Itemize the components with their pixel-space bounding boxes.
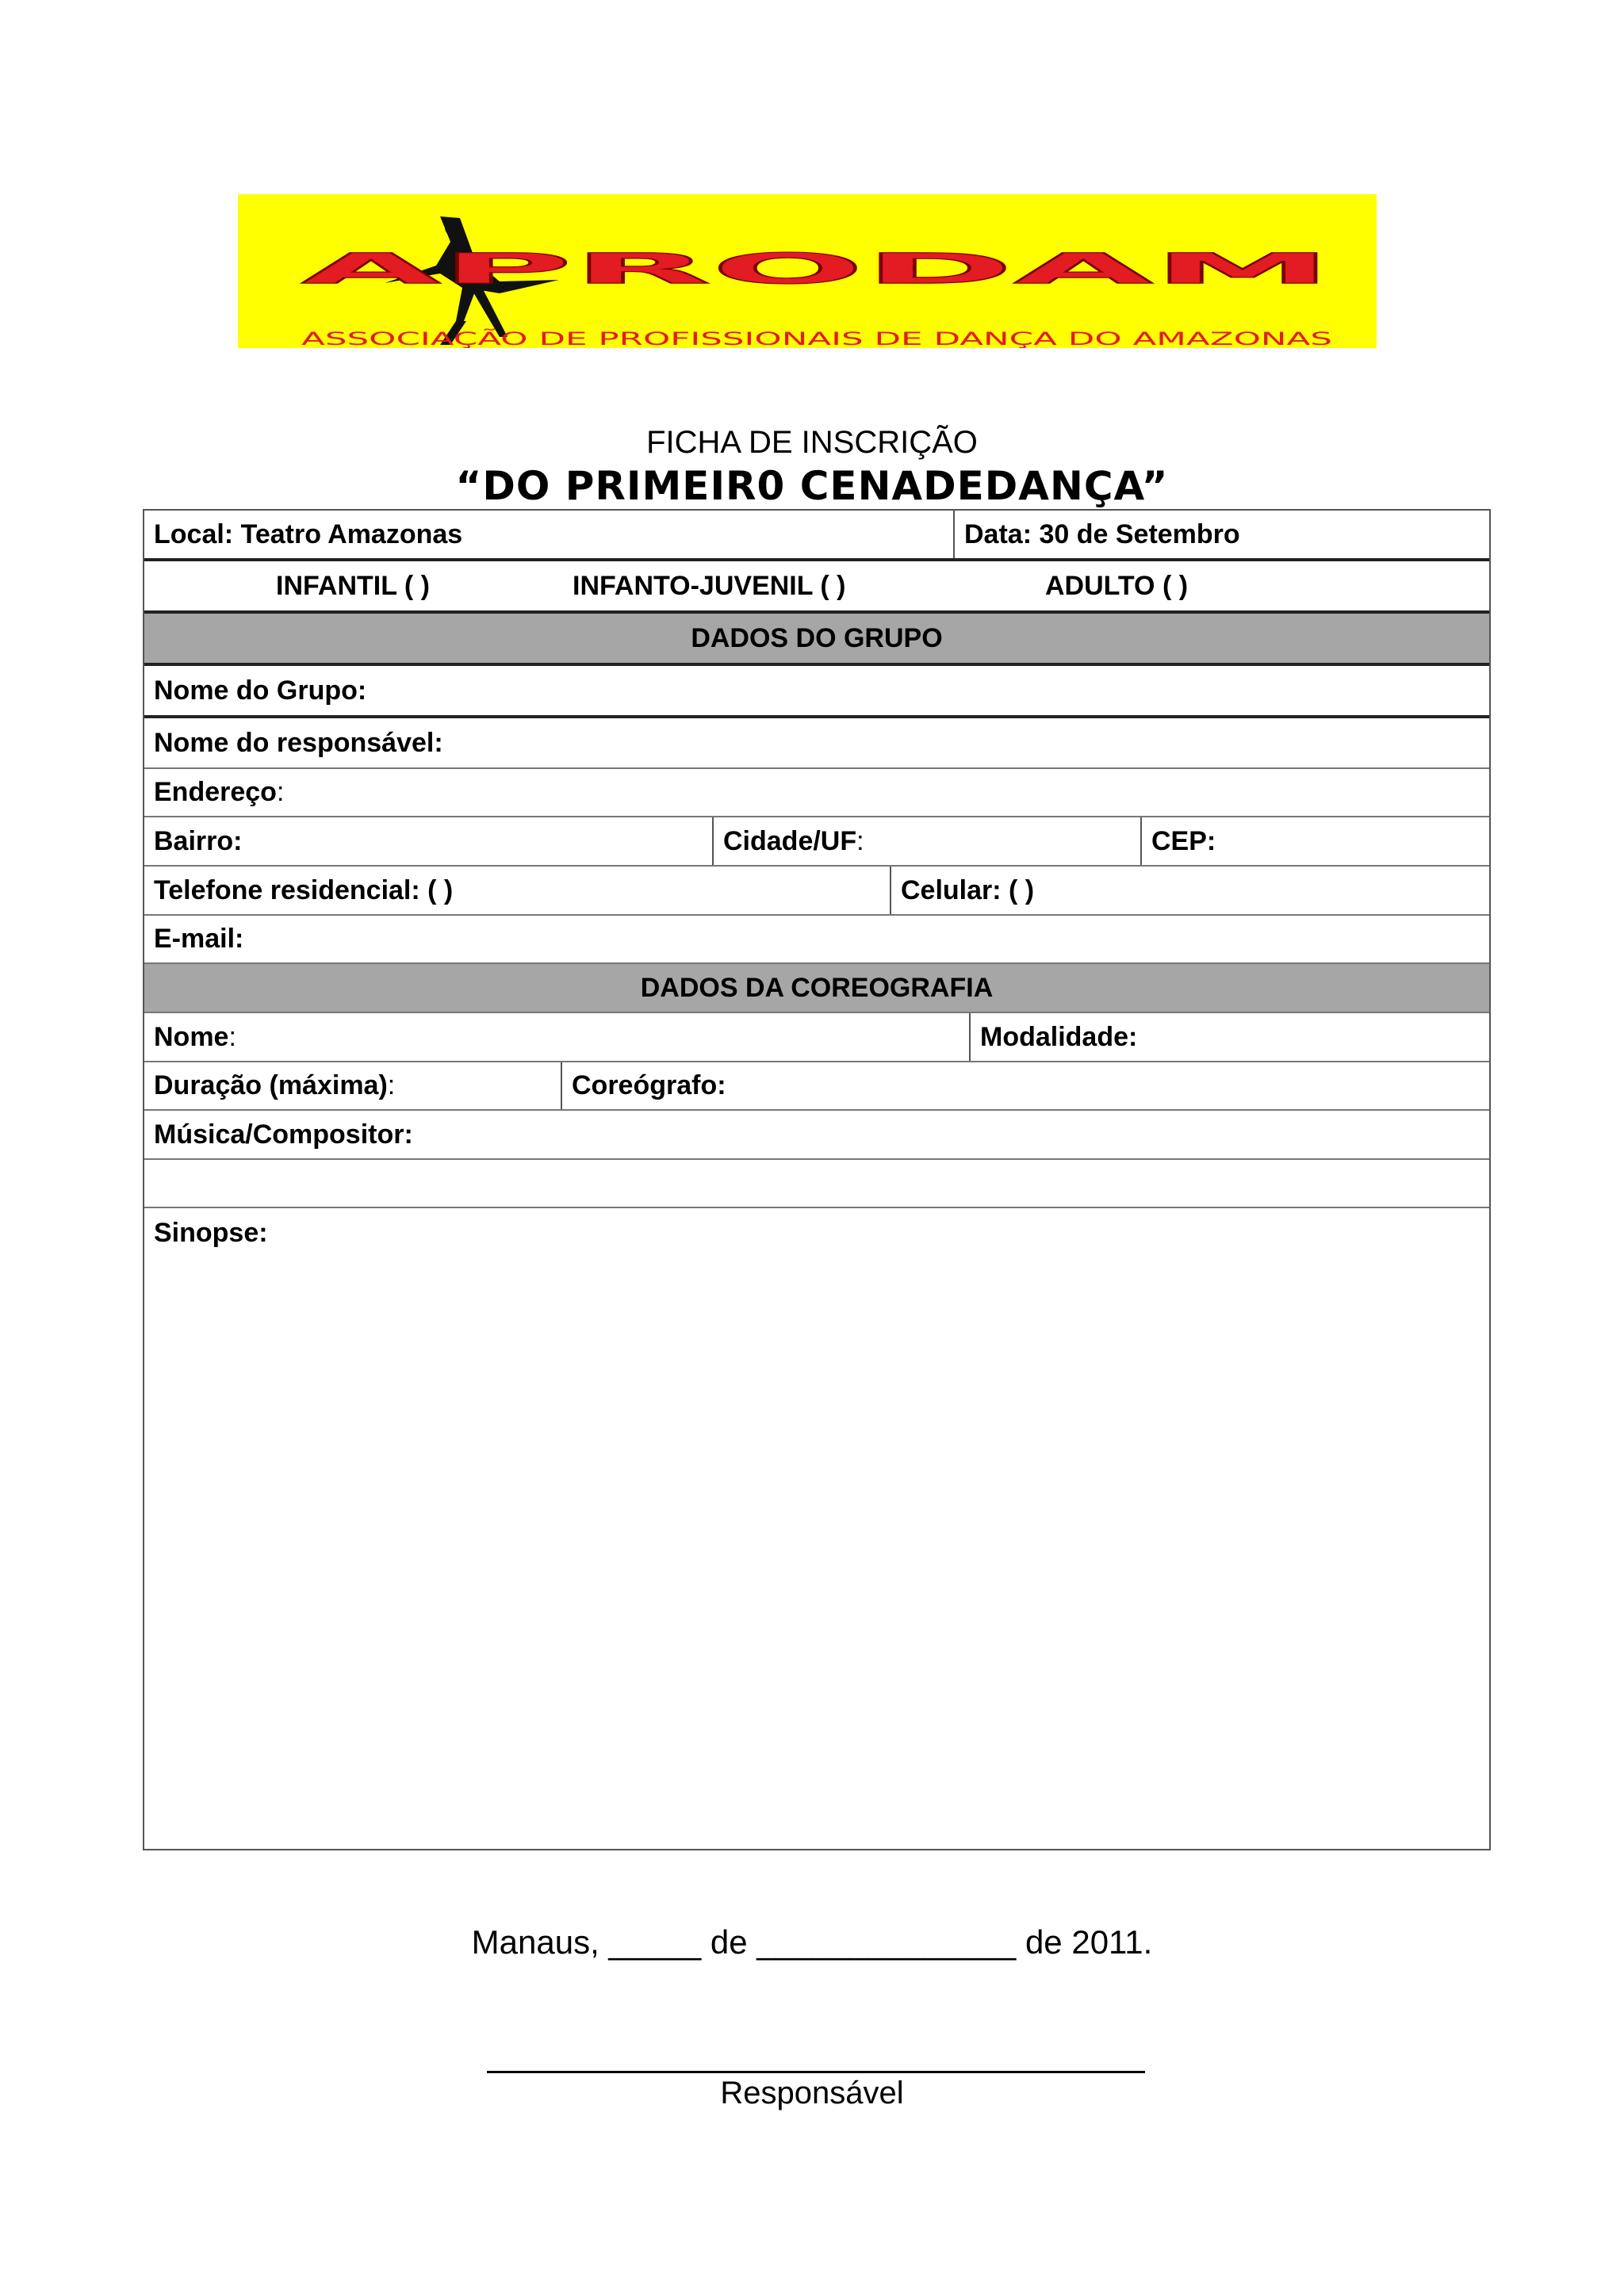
blank-row[interactable] bbox=[144, 1160, 1489, 1208]
local-label: Local: Teatro Amazonas bbox=[154, 519, 463, 549]
event-title: “DO PRIMEIR0 CENADEDANÇA” bbox=[455, 463, 1169, 509]
category-infantil[interactable]: INFANTIL ( ) bbox=[276, 570, 430, 601]
choreo-name-label: Nome bbox=[154, 1021, 229, 1052]
bairro-label: Bairro: bbox=[154, 825, 243, 856]
place-date-line: Manaus, _____ de ______________ de 2011. bbox=[471, 1923, 1153, 1961]
duration-colon: : bbox=[387, 1070, 396, 1100]
duration-row bbox=[144, 1062, 1489, 1111]
address-label: Endereço bbox=[154, 777, 277, 807]
category-row bbox=[144, 561, 1489, 614]
email-row bbox=[144, 916, 1489, 964]
synopsis-field[interactable] bbox=[144, 1208, 1489, 1849]
section-dados-coreografia bbox=[144, 964, 1489, 1013]
category-adulto[interactable]: ADULTO ( ) bbox=[1045, 570, 1189, 601]
duration-field[interactable] bbox=[144, 1062, 561, 1109]
signature-label: Responsável bbox=[720, 2076, 904, 2110]
phone-label: Telefone residencial: ( ) bbox=[154, 874, 454, 905]
mobile-field[interactable] bbox=[890, 867, 1492, 914]
cidade-uf-label: Cidade/UF bbox=[723, 825, 857, 856]
modality-field[interactable] bbox=[969, 1013, 1492, 1061]
group-name-label: Nome do Grupo: bbox=[154, 675, 367, 706]
aprodam-logo bbox=[238, 194, 1377, 348]
address-field[interactable] bbox=[144, 769, 1489, 816]
logo-graphic bbox=[238, 194, 1377, 348]
responsible-name-label: Nome do responsável: bbox=[154, 727, 443, 758]
logo-subtitle: ASSOCIAÇÃO DE PROFISSIONAIS DE DANÇA DO AMAZONAS bbox=[301, 330, 822, 348]
category-infanto-juvenil[interactable]: INFANTO-JUVENIL ( ) bbox=[573, 570, 846, 601]
group-name-row bbox=[144, 666, 1489, 718]
synopsis-label: Sinopse: bbox=[154, 1218, 268, 1248]
phone-field[interactable] bbox=[144, 867, 890, 914]
location-row bbox=[144, 817, 1489, 867]
registration-form bbox=[143, 509, 1491, 1850]
date-field[interactable] bbox=[953, 511, 1492, 558]
music-field[interactable] bbox=[144, 1111, 1489, 1158]
modality-label: Modalidade: bbox=[980, 1021, 1138, 1052]
group-name-field[interactable] bbox=[144, 666, 1489, 715]
signature-line[interactable] bbox=[487, 2071, 1145, 2073]
form-title: FICHA DE INSCRIÇÃO bbox=[646, 425, 978, 460]
local-date-row bbox=[144, 511, 1489, 561]
choreographer-label: Coreógrafo: bbox=[572, 1070, 726, 1100]
bairro-field[interactable] bbox=[144, 817, 712, 865]
address-row bbox=[144, 769, 1489, 817]
choreo-name-row bbox=[144, 1013, 1489, 1062]
email-field[interactable] bbox=[144, 916, 1489, 962]
cep-field[interactable] bbox=[1140, 817, 1492, 865]
responsible-name-field[interactable] bbox=[144, 718, 1489, 767]
duration-label: Duração (máxima) bbox=[154, 1070, 388, 1100]
choreographer-field[interactable] bbox=[561, 1062, 1492, 1109]
logo-wordmark: APRODAM bbox=[301, 244, 1332, 294]
cidade-uf-colon: : bbox=[856, 825, 864, 856]
music-label: Música/Compositor: bbox=[154, 1119, 413, 1150]
section-dados-coreografia-label: DADOS DA COREOGRAFIA bbox=[144, 964, 1489, 1012]
cep-label: CEP: bbox=[1151, 825, 1216, 856]
music-row bbox=[144, 1111, 1489, 1160]
choreo-name-field[interactable] bbox=[144, 1013, 969, 1061]
local-field[interactable] bbox=[144, 511, 953, 558]
mobile-label: Celular: ( ) bbox=[901, 874, 1035, 905]
date-label: Data: 30 de Setembro bbox=[964, 519, 1240, 549]
responsible-row bbox=[144, 718, 1489, 769]
address-colon: : bbox=[276, 777, 285, 807]
section-dados-grupo bbox=[144, 614, 1489, 666]
choreo-name-colon: : bbox=[228, 1021, 236, 1052]
section-dados-grupo-label: DADOS DO GRUPO bbox=[144, 614, 1489, 663]
cidade-uf-field[interactable] bbox=[712, 817, 1140, 865]
phone-row bbox=[144, 867, 1489, 916]
email-label: E-mail: bbox=[154, 924, 244, 954]
